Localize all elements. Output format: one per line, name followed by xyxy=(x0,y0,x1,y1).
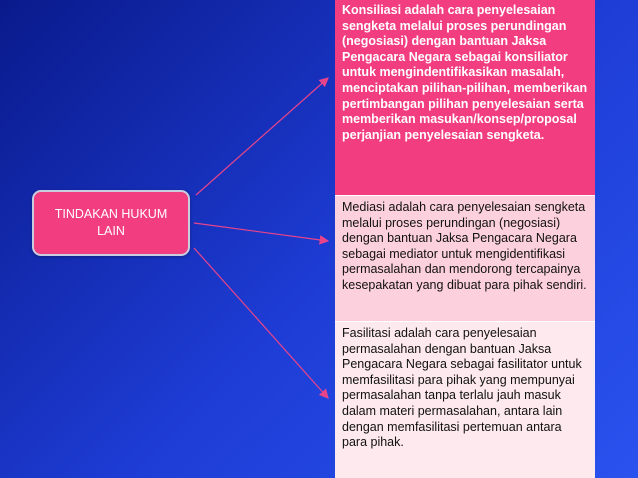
definition-mediasi xyxy=(335,196,595,322)
definition-konsiliasi xyxy=(335,0,595,196)
arrow-to-mediasi xyxy=(194,223,328,241)
arrow-to-fasilitasi xyxy=(194,248,328,398)
root-node-label: TINDAKAN HUKUM LAIN xyxy=(54,207,168,238)
definition-fasilitasi-text: Fasilitasi adalah cara penyelesaian permasalahan dengan bantuan Jaksa Pengacara Negara sebagai fasilitator untuk memfasilitasi para pihak yang mempunyai permasalahan tanpa terlalu jauh masuk dalam materi permasalahan, antara lain dengan memfasilitasi pertemuan antara para pihak. xyxy=(342,326,582,450)
definitions-table xyxy=(335,0,595,478)
definition-mediasi-text: Mediasi adalah cara penyelesaian sengketa melalui proses perundingan (negosiasi) dengan bantuan Jaksa Pengacara Negara sebagai mediator untuk mengidentifikasi permasalahan dan mendorong tercapainya kesepakatan yang dibuat para pihak sendiri. xyxy=(342,200,587,292)
definition-konsiliasi-text: Konsiliasi adalah cara penyelesaian sengketa melalui proses perundingan (negosiasi) dengan bantuan Jaksa Pengacara Negara sebagai konsiliator untuk mengindentifikasikan masalah, menciptakan pilihan-pilihan, memberikan pertimbangan pilihan penyelesaian serta memberikan masukan/konsep/proposal perjanjian penyelesaian sengketa. xyxy=(342,3,588,142)
arrow-to-konsiliasi xyxy=(196,78,328,195)
root-node-tindakan-hukum-lain xyxy=(32,190,190,256)
definition-fasilitasi xyxy=(335,322,595,478)
